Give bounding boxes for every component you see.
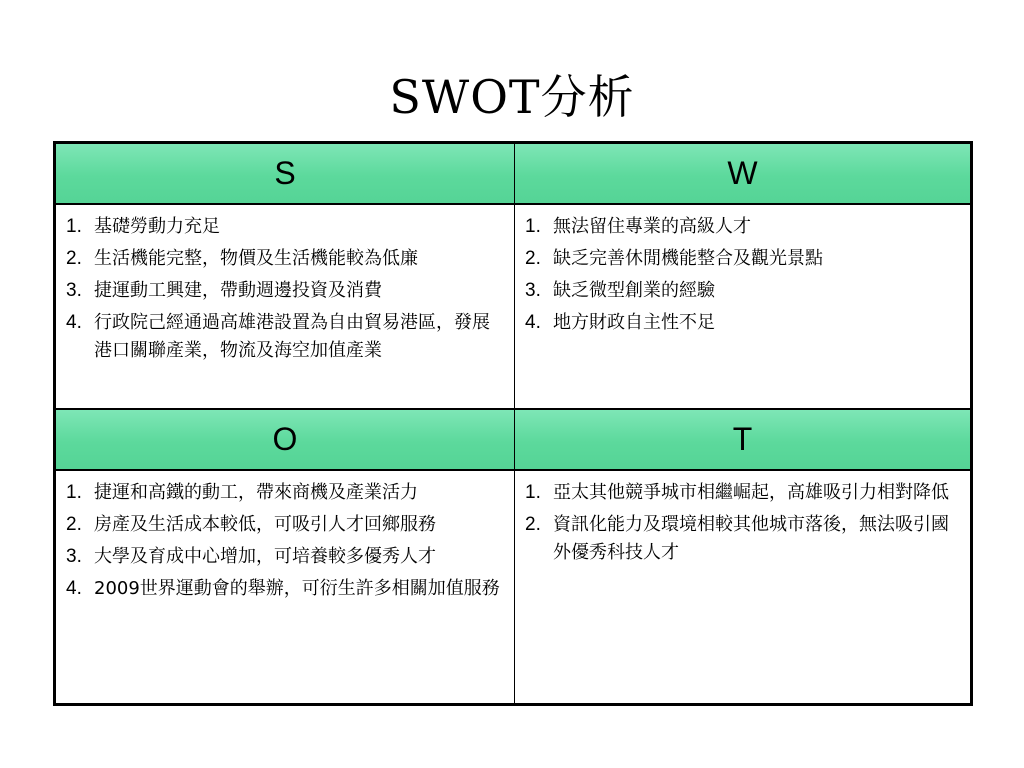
strengths-list xyxy=(66,213,504,365)
weaknesses-header: W xyxy=(515,144,970,205)
item-text: 生活機能完整，物價及生活機能較為低廉 xyxy=(94,248,418,269)
list-item xyxy=(525,479,960,507)
list-item xyxy=(525,309,960,337)
item-text: 亞太其他競爭城市相繼崛起，高雄吸引力相對降低 xyxy=(553,482,949,503)
list-item xyxy=(66,575,504,603)
list-item xyxy=(66,213,504,241)
list-item xyxy=(525,511,960,567)
item-text: 2009世界運動會的舉辦，可衍生許多相關加值服務 xyxy=(94,578,500,599)
list-item xyxy=(66,245,504,273)
list-item xyxy=(66,479,504,507)
strengths-cell xyxy=(56,205,515,410)
list-item xyxy=(525,213,960,241)
opportunities-list xyxy=(66,479,504,603)
strengths-header: S xyxy=(56,144,515,205)
list-item xyxy=(66,309,504,365)
opportunities-header: O xyxy=(56,410,515,471)
item-number: 1. xyxy=(525,482,541,503)
swot-table xyxy=(53,141,973,706)
weaknesses-list xyxy=(525,213,960,337)
item-text: 大學及育成中心增加，可培養較多優秀人才 xyxy=(94,546,436,567)
item-number: 2. xyxy=(66,514,82,535)
item-number: 4. xyxy=(66,312,82,333)
item-number: 3. xyxy=(66,280,82,301)
item-number: 3. xyxy=(525,280,541,301)
item-text: 地方財政自主性不足 xyxy=(553,312,715,333)
item-number: 2. xyxy=(66,248,82,269)
item-number: 1. xyxy=(525,216,541,237)
threats-cell xyxy=(515,471,970,703)
list-item xyxy=(66,277,504,305)
item-text: 捷運動工興建，帶動週邊投資及消費 xyxy=(94,280,382,301)
item-text: 基礎勞動力充足 xyxy=(94,216,220,237)
item-text: 房產及生活成本較低，可吸引人才回鄉服務 xyxy=(94,514,436,535)
item-text: 缺乏微型創業的經驗 xyxy=(553,280,715,301)
item-text: 行政院己經通過高雄港設置為自由貿易港區，發展港口關聯產業，物流及海空加值產業 xyxy=(94,312,490,361)
item-number: 1. xyxy=(66,482,82,503)
slide-title: SWOT分析 xyxy=(389,70,635,124)
item-number: 3. xyxy=(66,546,82,567)
weaknesses-cell xyxy=(515,205,970,410)
threats-list xyxy=(525,479,960,567)
list-item xyxy=(525,277,960,305)
opportunities-cell xyxy=(56,471,515,703)
item-text: 資訊化能力及環境相較其他城市落後，無法吸引國外優秀科技人才 xyxy=(553,514,949,563)
item-number: 4. xyxy=(525,312,541,333)
item-number: 2. xyxy=(525,248,541,269)
item-text: 缺乏完善休閒機能整合及觀光景點 xyxy=(553,248,823,269)
list-item xyxy=(525,245,960,273)
list-item xyxy=(66,511,504,539)
item-number: 2. xyxy=(525,514,541,535)
item-number: 1. xyxy=(66,216,82,237)
threats-header: T xyxy=(515,410,970,471)
list-item xyxy=(66,543,504,571)
item-number: 4. xyxy=(66,578,82,599)
item-text: 無法留住專業的高級人才 xyxy=(553,216,751,237)
item-text: 捷運和高鐵的動工，帶來商機及產業活力 xyxy=(94,482,418,503)
